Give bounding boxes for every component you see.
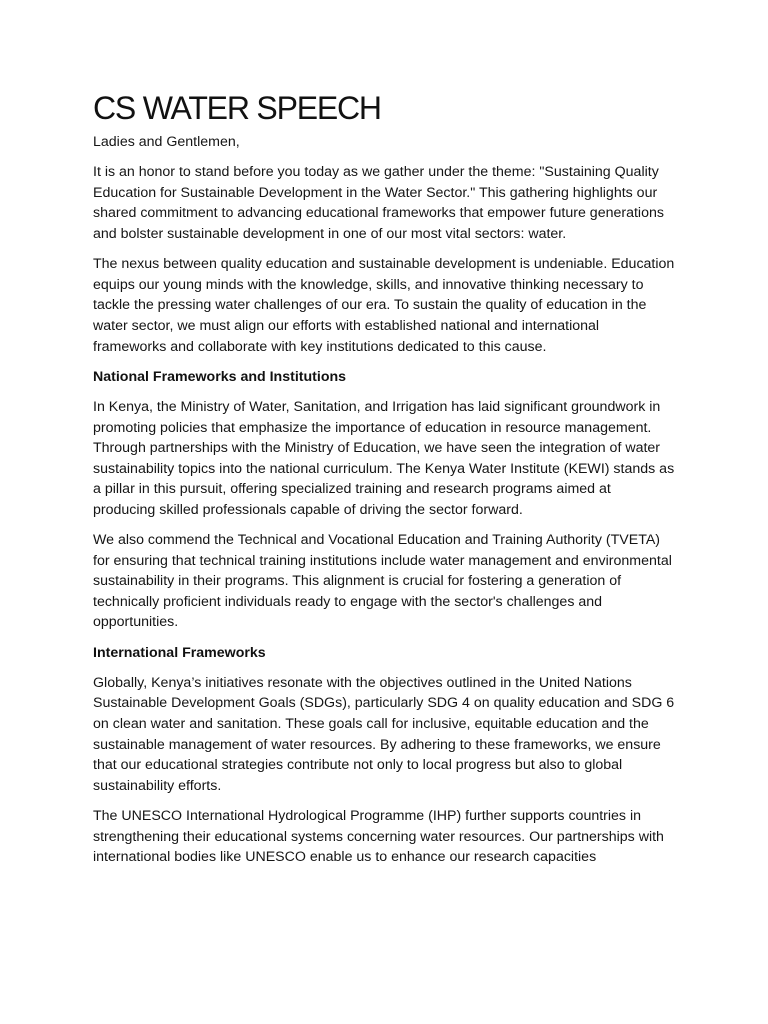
intro-paragraph-1: It is an honor to stand before you today as we gather under the theme: "Sustaining Quality Education for Sustainable Development in the Water Sector." This gathering highlights our shared commitment to advancing educational frameworks that empower future generations and bolster sustainable development in one of our most vital sectors: water.	[93, 164, 664, 242]
intro-paragraph-2: The nexus between quality education and sustainable development is undeniable. Education equips our young minds with the knowledge, skills, and innovative thinking necessary to tackle the pressing water challenges of our era. To sustain the quality of education in the water sector, we must align our efforts with established national and international frameworks and collaborate with key institutions dedicated to this cause.	[93, 256, 675, 355]
section-national-frameworks	[93, 367, 675, 633]
international-paragraph-1: Globally, Kenya’s initiatives resonate with the objectives outlined in the United Nations Sustainable Development Goals (SDGs), particularly SDG 4 on quality education and SDG 6 on clean water and sanitation. These goals call for inclusive, equitable education and the sustainable management of water resources. By adhering to these frameworks, we ensure that our educational strategies contribute not only to local progress but also to global sustainability efforts.	[93, 674, 675, 794]
page-title: CS WATER SPEECH	[93, 90, 381, 126]
national-paragraph-2: We also commend the Technical and Vocational Education and Training Authority (TVETA) for ensuring that technical training institutions include water management and environmental sustainability in their programs. This alignment is crucial for fostering a generation of technically proficient individuals ready to engage with the sector's challenges and opportunities.	[93, 532, 672, 631]
section-heading-international: International Frameworks	[93, 644, 266, 661]
salutation: Ladies and Gentlemen,	[93, 134, 240, 150]
international-paragraph-2: The UNESCO International Hydrological Programme (IHP) further supports countries in strengthening their educational systems concerning water resources. Our partnerships with international bodies like UNESCO enable us to enhance our research capacities	[93, 807, 664, 866]
national-paragraph-1: In Kenya, the Ministry of Water, Sanitation, and Irrigation has laid significant groundwork in promoting policies that emphasize the importance of education in resource management. Through partnerships with the Ministry of Education, we have seen the integration of water sustainability topics into the national curriculum. The Kenya Water Institute (KEWI) stands as a pillar in this pursuit, offering specialized training and research programs aimed at producing skilled professionals capable of driving the sector forward.	[93, 398, 675, 518]
section-heading-national: National Frameworks and Institutions	[93, 368, 347, 385]
document-page	[93, 88, 675, 877]
section-international-frameworks	[93, 643, 675, 868]
